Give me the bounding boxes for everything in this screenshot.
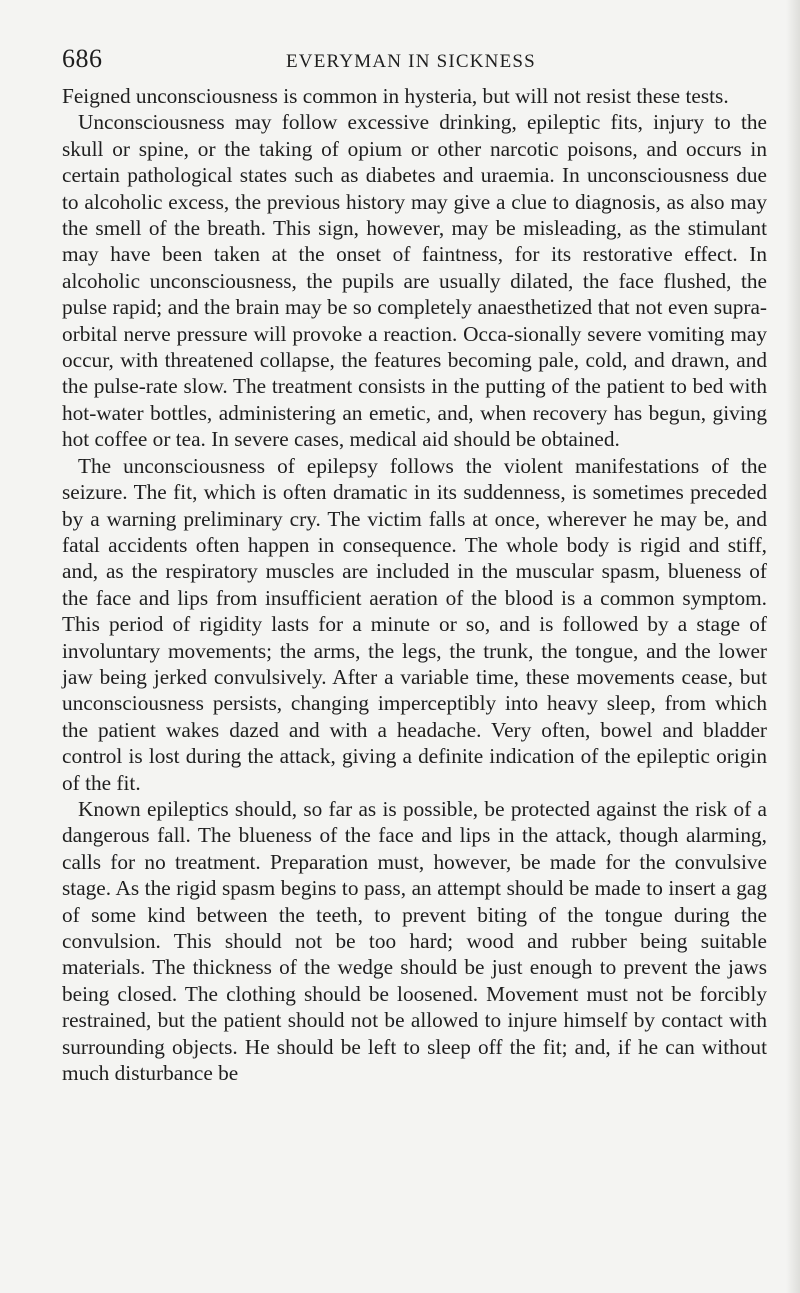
paragraph-causes-of-unconsciousness: Unconsciousness may follow excessive drinking, epileptic fits, injury to the skull or spine, or the taking of opium or other narcotic poisons, and occurs in certain pathological states such as diabetes and uraemia. In unconsciousness due to alcoholic excess, the previous history may give a clue to diagnosis, as also may the smell of the breath. This sign, however, may be misleading, as the stimulant may have been taken at the onset of faintness, for its restorative effect. In alcoholic unconsciousness, the pupils are usually dilated, the face flushed, the pulse rapid; and the brain may be so completely anaesthetized that not even supra-orbital nerve pressure will provoke a reaction. Occa-sionally severe vomiting may occur, with threatened collapse, the features becoming pale, cold, and drawn, and the pulse-rate slow. The treatment consists in the putting of the patient to bed with hot-water bottles, administering an emetic, and, when recovery has begun, giving hot coffee or tea. In severe cases, medical aid should be obtained.: [62, 110, 767, 452]
paragraph-feigned-unconsciousness: Feigned unconsciousness is common in hysteria, but will not resist these tests.: [62, 84, 729, 108]
page-number: 686: [62, 44, 103, 73]
running-head: [62, 44, 767, 78]
body-text: [62, 83, 767, 1086]
paragraph-epilepsy-treatment: Known epileptics should, so far as is possible, be protected against the risk of a dangerous fall. The blueness of the face and lips in the attack, though alarming, calls for no treatment. Preparation must, however, be made for the convulsive stage. As the rigid spasm begins to pass, an attempt should be made to insert a gag of some kind between the teeth, to prevent biting of the tongue during the convulsion. This should not be too hard; wood and rubber being suitable materials. The thickness of the wedge should be just enough to prevent the jaws being closed. The clothing should be loosened. Movement must not be forcibly restrained, but the patient should not be allowed to injure himself by contact with surrounding objects. He should be left to sleep off the fit; and, if he can without much disturbance be: [62, 796, 767, 1086]
paragraph-epilepsy: The unconsciousness of epilepsy follows the violent manifestations of the seizure. The fit, which is often dramatic in its suddenness, is sometimes preceded by a warning preliminary cry. The victim falls at once, wherever he may be, and fatal accidents often happen in consequence. The whole body is rigid and stiff, and, as the respiratory muscles are included in the muscular spasm, blueness of the face and lips from insufficient aeration of the blood is a common symptom. This period of rigidity lasts for a minute or so, and is followed by a stage of involuntary movements; the arms, the legs, the trunk, the tongue, and the lower jaw being jerked convulsively. After a variable time, these movements cease, but unconsciousness persists, changing imperceptibly into heavy sleep, from which the patient wakes dazed and with a headache. Very often, bowel and bladder control is lost during the attack, giving a definite indication of the epileptic origin of the fit.: [62, 453, 767, 795]
running-title: EVERYMAN IN SICKNESS: [286, 51, 536, 72]
page-edge-shadow: [786, 0, 800, 1293]
